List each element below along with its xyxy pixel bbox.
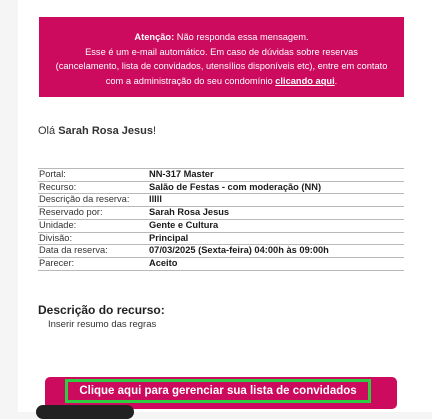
resource-description-text: Inserir resumo das regras xyxy=(48,319,157,330)
row-label: Divisão: xyxy=(38,232,148,245)
warning-line-3: (cancelamento, lista de convidados, utensílios disponíveis etc), entre em contato xyxy=(55,61,388,71)
table-row xyxy=(38,169,404,182)
row-value: Aceito xyxy=(148,257,404,270)
warning-line-1: Não responda essa mensagem. xyxy=(174,32,309,42)
row-label: Reservado por: xyxy=(38,207,148,220)
row-value: Sarah Rosa Jesus xyxy=(148,207,404,220)
contact-admin-link[interactable]: clicando aqui xyxy=(275,75,335,86)
bottom-dark-button[interactable] xyxy=(36,405,134,419)
warning-line-4: com a administração do seu condomínio xyxy=(105,75,276,86)
row-value: Gente e Cultura xyxy=(148,219,404,232)
warning-heading: Atenção: xyxy=(134,32,175,42)
user-name: Sarah Rosa Jesus xyxy=(58,125,153,137)
email-card xyxy=(18,0,432,412)
row-value: NN-317 Master xyxy=(148,169,404,182)
table-row xyxy=(38,194,404,207)
table-row xyxy=(38,207,404,220)
table-row xyxy=(38,181,404,194)
manage-guest-list-button[interactable]: Clique aqui para gerenciar sua lista de convidados xyxy=(65,379,371,403)
table-row xyxy=(38,219,404,232)
row-value: lllll xyxy=(148,194,404,207)
row-value: Principal xyxy=(148,232,404,245)
row-label: Recurso: xyxy=(38,181,148,194)
row-label: Portal: xyxy=(38,169,148,182)
warning-line-2: Esse é um e-mail automático. Em caso de dúvidas sobre reservas xyxy=(85,46,358,57)
row-label: Data da reserva: xyxy=(38,245,148,258)
table-row xyxy=(38,232,404,245)
row-label: Unidade: xyxy=(38,219,148,232)
row-value: Salão de Festas - com moderação (NN) xyxy=(148,181,404,194)
resource-description-title: Descrição do recurso: xyxy=(38,303,165,317)
row-label: Parecer: xyxy=(38,257,148,270)
row-value: 07/03/2025 (Sexta-feira) 04:00h às 09:00h xyxy=(148,245,404,258)
table-row xyxy=(38,257,404,270)
row-label: Descrição da reserva: xyxy=(38,194,148,207)
table-row xyxy=(38,245,404,258)
reservation-details-table xyxy=(38,168,404,271)
warning-banner: Atenção: Não responda essa mensagem. Esse é um e-mail automático. Em caso de dúvidas sobre reservas (cancelamento, lista de convidados, utensílios disponíveis etc), entre em contato com a administração do seu condomínio clicando aqui. xyxy=(39,17,404,97)
greeting: Olá Sarah Rosa Jesus! xyxy=(38,125,157,137)
